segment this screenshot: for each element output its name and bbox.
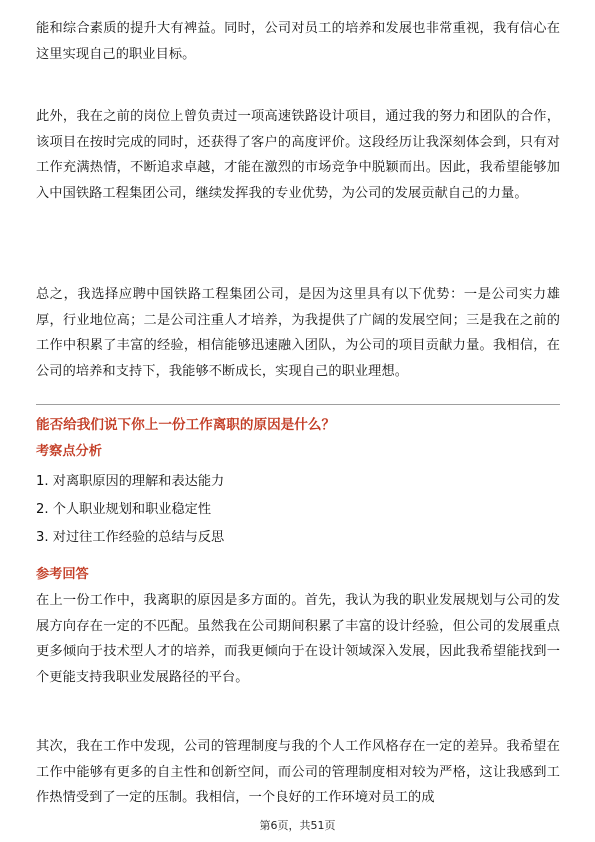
analysis-item: 3. 对过往工作经验的总结与反思 [36,530,225,545]
paragraph-conclusion: 总之，我选择应聘中国铁路工程集团公司，是因为这里具有以下优势：一是公司实力雄厚，行业地位高；二是公司注重人才培养，为我提供了广阔的发展空间；三是我在之前的工作中积累了丰富的经验，相信能够迅速融入团队，为公司的项目贡献力量。我相信，在公司的培养和支持下，我能够不断成长，实现自己的职业理想。 [36,287,560,379]
answer-paragraph: 其次，我在工作中发现，公司的管理制度与我的个人工作风格存在一定的差异。我希望在工作中能够有更多的自主性和创新空间，而公司的管理制度相对较为严格，这让我感到工作热情受到了一定的压制。我相信，一个良好的工作环境对员工的成 [36,739,560,805]
answer-heading: 参考回答 [36,567,89,582]
page-number: 第6页，共51页 [259,819,336,832]
analysis-item: 2. 个人职业规划和职业稳定性 [36,502,212,517]
paragraph-project-experience: 此外，我在之前的岗位上曾负责过一项高速铁路设计项目，通过我的努力和团队的合作，该项目在按时完成的同时，还获得了客户的高度评价。这段经历让我深刻体会到，只有对工作充满热情，不断追求卓越，才能在激烈的市场竞争中脱颖而出。因此，我希望能够加入中国铁路工程集团公司，继续发挥我的专业优势，为公司的发展贡献自己的力量。 [36,109,560,201]
analysis-heading: 考察点分析 [36,444,102,459]
analysis-list [36,468,224,552]
interview-question: 能否给我们说下你上一份工作离职的原因是什么？ [36,417,336,433]
section-divider [36,404,560,405]
answer-paragraph: 在上一份工作中，我离职的原因是多方面的。首先，我认为我的职业发展规划与公司的发展方向存在一定的不匹配。虽然我在公司期间积累了丰富的设计经验，但公司的发展重点更多倾向于技术型人才的培养，而我更倾向于在设计领域深入发展，因此我希望能找到一个更能支持我职业发展路径的平台。 [36,593,560,685]
analysis-item: 1. 对离职原因的理解和表达能力 [36,474,225,489]
paragraph-continuation: 能和综合素质的提升大有裨益。同时，公司对员工的培养和发展也非常重视，我有信心在这里实现自己的职业目标。 [36,21,560,62]
